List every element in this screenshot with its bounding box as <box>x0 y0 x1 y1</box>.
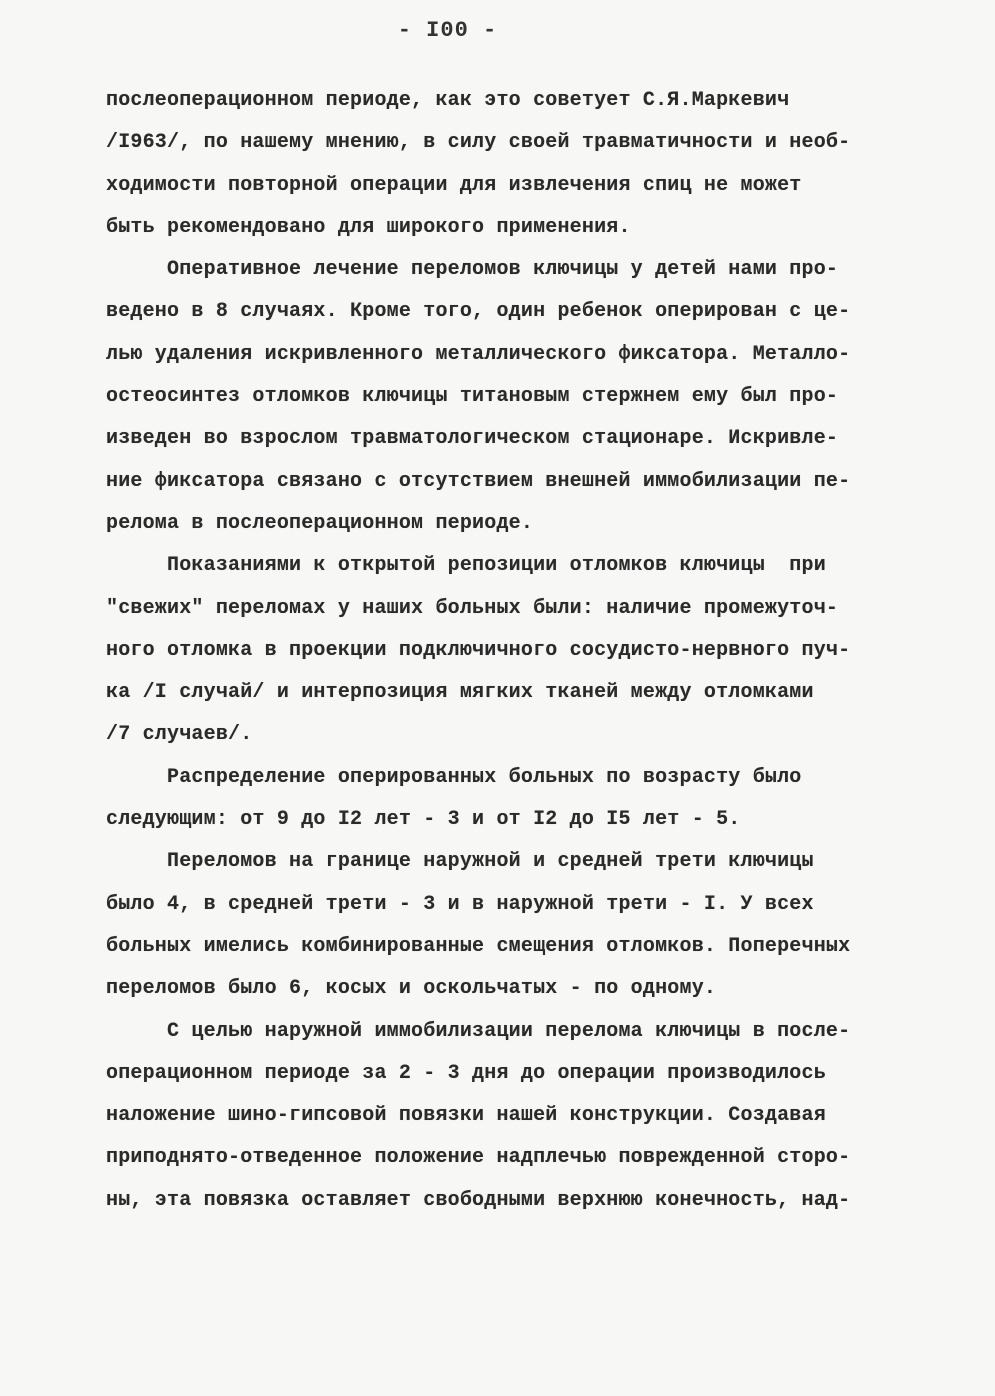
text-line: ны, эта повязка оставляет свободными верхнюю конечность, над- <box>106 1188 851 1212</box>
text-line: было 4, в средней трети - 3 и в наружной трети - I. У всех <box>106 892 814 916</box>
text-line: релома в послеоперационном периоде. <box>106 511 534 535</box>
text-line: лью удаления искривленного металлического фиксатора. Металло- <box>106 342 851 366</box>
text-line: /7 случаев/. <box>106 723 253 747</box>
text-line: Распределение оперированных больных по возрасту было <box>106 765 802 789</box>
text-line: ние фиксатора связано с отсутствием внешней иммобилизации пе- <box>106 469 851 493</box>
text-line: приподнято-отведенное положение надплечью поврежденной сторо- <box>106 1146 851 1170</box>
text-line: С целью наружной иммобилизации перелома ключицы в после- <box>106 1019 851 1043</box>
text-line: Оперативное лечение переломов ключицы у детей нами про- <box>106 258 839 282</box>
page-number: - I00 - <box>397 18 498 43</box>
text-line: операционном периоде за 2 - 3 дня до операции производилось <box>106 1061 826 1085</box>
text-line: ного отломка в проекции подключичного сосудисто-нервного пуч- <box>106 638 851 662</box>
text-line: Показаниями к открытой репозиции отломков ключицы при <box>106 554 826 578</box>
text-line: остеосинтез отломков ключицы титановым стержнем ему был про- <box>106 385 839 409</box>
text-line: /I963/, по нашему мнению, в силу своей травматичности и необ- <box>106 131 851 155</box>
text-line: наложение шино-гипсовой повязки нашей конструкции. Создавая <box>106 1104 826 1128</box>
text-line: быть рекомендовано для широкого применения. <box>106 215 631 239</box>
text-line: ведено в 8 случаях. Кроме того, один ребенок оперирован с це- <box>106 300 851 324</box>
text-line: послеоперационном периоде, как это советует С.Я.Маркевич <box>106 89 790 112</box>
text-line: изведен во взрослом травматологическом стационаре. Искривле- <box>106 427 839 451</box>
text-line: ка /I случай/ и интерпозиция мягких тканей между отломками <box>106 681 814 705</box>
text-line: "свежих" переломах у наших больных были: наличие промежуточ- <box>106 596 839 620</box>
text-line: больных имелись комбинированные смещения отломков. Поперечных <box>106 934 851 958</box>
text-line: переломов было 6, косых и оскольчатых - по одному. <box>106 977 717 1001</box>
text-line: Переломов на границе наружной и средней трети ключицы <box>106 850 814 874</box>
body-text <box>106 80 896 1222</box>
text-line: следующим: от 9 до I2 лет - 3 и от I2 до I5 лет - 5. <box>106 808 741 832</box>
text-line: ходимости повторной операции для извлечения спиц не может <box>106 173 802 197</box>
